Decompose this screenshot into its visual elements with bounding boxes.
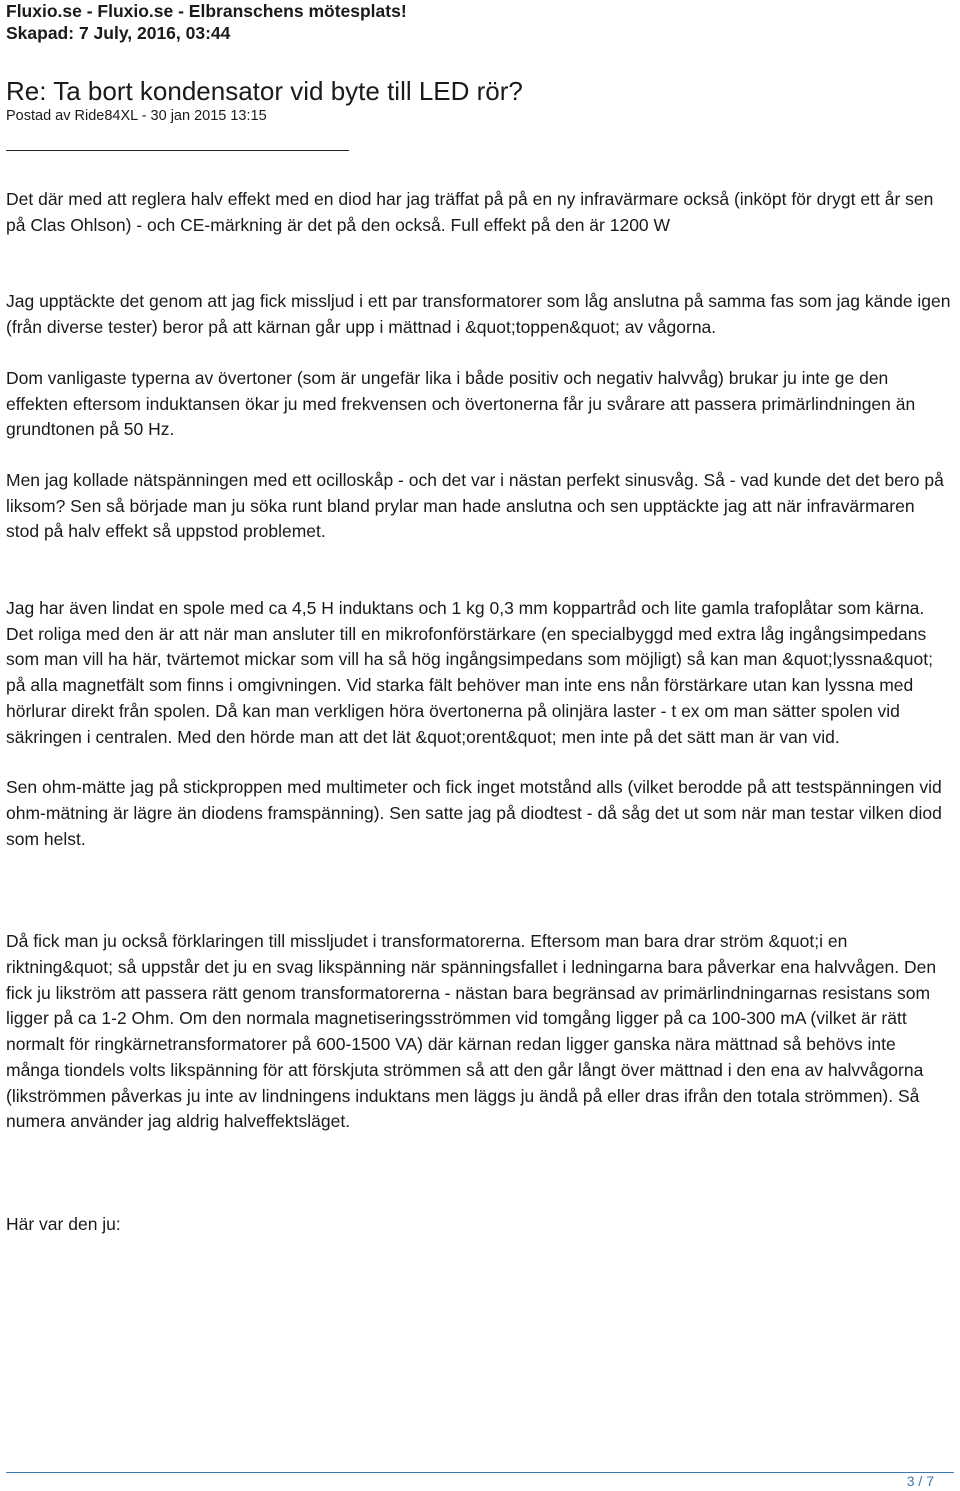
page-number: 3 / 7 [906,1473,934,1489]
paragraph-5: Jag har även lindat en spole med ca 4,5 H induktans och 1 kg 0,3 mm koppartråd och lite gamla trafoplåtar som kärna. Det roliga med den är att när man ansluter till en mikrofonförstärkare (en specialbyggd med extra låg ingångsimpedans som man vill ha här, tvärtemot mickar som vill ha så hög ingångsimpedans som möjligt) så kan man &quot;lyssna&quot; på alla magnetfält som finns i omgivningen. Vid starka fält behöver man inte ens nån förstärkare utan kan lyssna med hörlurar direkt från spolen. Då kan man verkligen höra övertonerna på olinjära laster - t ex om man sätter spolen vid säkringen i centralen. Med den hörde man att det lät &quot;orent&quot; men inte på det sätt man är van vid. [6,598,933,747]
paragraph-2: Jag upptäckte det genom att jag fick missljud i ett par transformatorer som låg anslutna på samma fas som jag kände igen (från diverse tester) beror på att kärnan går upp i mättnad i &quot;toppen&quot; av vågorna. [6,291,951,338]
post-body [6,187,952,1238]
paragraph-8: Här var den ju: [6,1213,121,1234]
paragraph-7: Då fick man ju också förklaringen till missljudet i transformatorerna. Eftersom man bara drar ström &quot;i en riktning&quot; så uppstår det ju en svag likspänning när spänningsfallet i ledningarna bara påverkar ena halvvågen. Den fick ju likström att passera rätt genom transformatorerna - nästan bara begränsad av primärlindningarnas resistans som ligger på ca 1-2 Ohm. Om den normala magnetiseringsströmmen vid tomgång ligger på ca 100-300 mA (vilket är rätt normalt för ringkärnetransformatorer på 600-1500 VA) där kärnan redan ligger ganska nära mättnad så behövs inte många tiondels volts likspänning för att förskjuta strömmen så att den går långt över mättnad i den ena av halvvågorna (likströmmen påverkas ju inte av lindningens induktans men läggs ju ändå på eller dras ifrån den totala strömmen). Så numera använder jag aldrig halveffektsläget. [6,931,937,1132]
paragraph-1: Det där med att reglera halv effekt med en diod har jag träffat på på en ny infravärmare också (inköpt för drygt ett år sen på Clas Ohlson) - och CE-märkning är det på den också. Full effekt på den är 1200 W [6,189,934,235]
footer-rule [6,1472,954,1473]
paragraph-6: Sen ohm-mätte jag på stickproppen med multimeter och fick inget motstånd alls (vilket berodde på att testspänningen vid ohm-mätning är lägre än diodens framspänning). Sen satte jag på diodtest - då såg det ut som när man testar vilken diod som helst. [6,777,942,849]
site-title: Fluxio.se - Fluxio.se - Elbranschens mötesplats! [6,1,407,21]
site-header [6,0,946,44]
created-timestamp: Skapad: 7 July, 2016, 03:44 [6,23,231,43]
post-title: Re: Ta bort kondensator vid byte till LED rör? [6,76,523,106]
post-meta: Postad av Ride84XL - 30 jan 2015 13:15 [6,108,267,124]
paragraph-3: Dom vanligaste typerna av övertoner (som är ungefär lika i både positiv och negativ halvvåg) brukar ju inte ge den effekten eftersom induktansen ökar ju med frekvensen och övertonerna får ju svårare att passera primärlindningen än grundtonen på 50 Hz. [6,367,916,440]
paragraph-4: Men jag kollade nätspänningen med ett ocilloskåp - och det var i nästan perfekt sinusvåg. Så - vad kunde det det bero på liksom? Sen så började man ju söka runt bland prylar man hade anslutna och sen upptäckte jag att när infravärmaren stod på halv effekt så uppstod problemet. [6,469,944,542]
separator-line [6,150,349,151]
